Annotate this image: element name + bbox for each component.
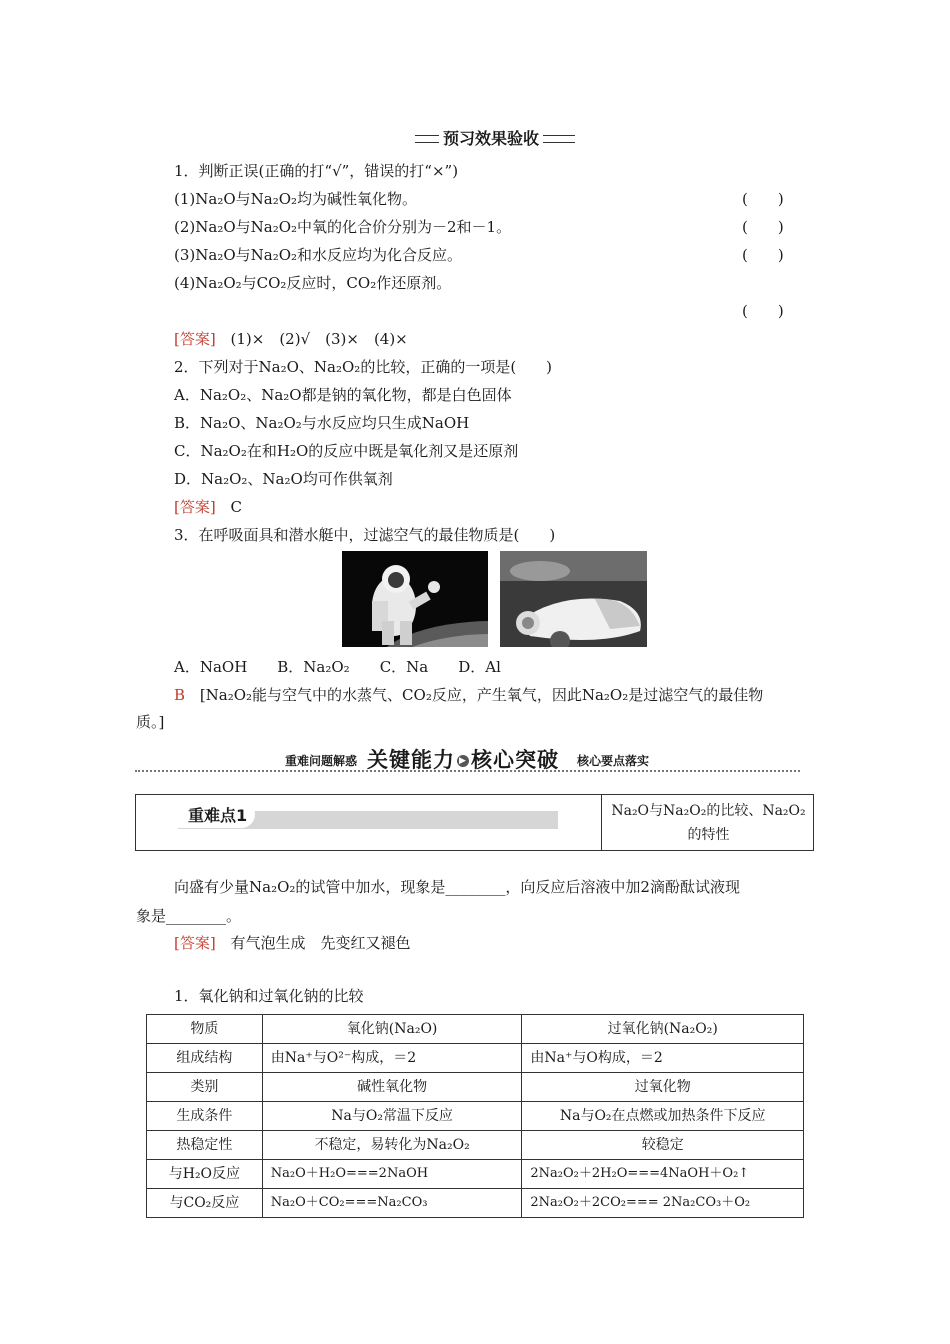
table-cell: 与CO₂反应	[147, 1189, 263, 1218]
q2-answer: C	[230, 498, 242, 516]
table-cell: 热稳定性	[147, 1131, 263, 1160]
table-row	[147, 1189, 804, 1218]
table-caption: 1．氧化钠和过氧化钠的比较	[174, 987, 364, 1005]
keypoint-label: 重难点1	[178, 801, 255, 828]
table-row	[147, 1073, 804, 1102]
table-cell: 组成结构	[147, 1044, 263, 1073]
arrow-icon: ▶	[457, 755, 469, 767]
section-title	[415, 126, 575, 148]
q1-paren-3: ( )	[742, 246, 784, 264]
table-cell: 由Na⁺与O构成，＝2	[522, 1044, 804, 1073]
q2-option-d: D．Na₂O₂、Na₂O均可作供氧剂	[174, 470, 393, 488]
table-header: 氧化钠(Na₂O)	[262, 1015, 522, 1044]
q1-item-4: (4)Na₂O₂与CO₂反应时，CO₂作还原剂。	[174, 274, 452, 292]
q3-options: A．NaOH B．Na₂O₂ C．Na D．Al	[174, 658, 501, 676]
table-cell: 过氧化物	[522, 1073, 804, 1102]
table-cell: 生成条件	[147, 1102, 263, 1131]
table-row	[147, 1102, 804, 1131]
section-banner	[135, 744, 800, 774]
astronaut-image	[342, 551, 488, 647]
q1-paren-2: ( )	[742, 218, 784, 236]
q2-stem: 2．下列对于Na₂O、Na₂O₂的比较，正确的一项是( )	[174, 358, 553, 376]
intro-answer-line	[174, 933, 411, 953]
table-cell: 由Na⁺与O²⁻构成，＝2	[262, 1044, 522, 1073]
q3-explanation-line	[174, 685, 763, 705]
banner-center-b: 核心突破	[471, 748, 559, 772]
q1-item-3: (3)Na₂O与Na₂O₂和水反应均为化合反应。	[174, 246, 463, 264]
q2-option-a: A．Na₂O₂、Na₂O都是钠的氧化物，都是白色固体	[174, 386, 512, 404]
submarine-image	[500, 551, 647, 647]
table-cell: 碱性氧化物	[262, 1073, 522, 1102]
intro-line-1: 向盛有少量Na₂O₂的试管中加水，现象是________，向反应后溶液中加2滴酚酞试液现	[174, 878, 740, 896]
table-cell: Na₂O＋CO₂===Na₂CO₃	[262, 1189, 522, 1218]
keypoint-box	[135, 794, 814, 851]
banner-center-a: 关键能力	[367, 748, 455, 772]
table-row	[147, 1044, 804, 1073]
intro-answer: 有气泡生成 先变红又褪色	[230, 934, 411, 952]
q1-item-2: (2)Na₂O与Na₂O₂中氧的化合价分别为－2和－1。	[174, 218, 512, 236]
table-cell: Na与O₂在点燃或加热条件下反应	[522, 1102, 804, 1131]
banner-right-text: 核心要点落实	[577, 754, 650, 768]
table-header: 物质	[147, 1015, 263, 1044]
table-cell: 2Na₂O₂＋2H₂O===4NaOH＋O₂↑	[522, 1160, 804, 1189]
q1-answer-line	[174, 329, 408, 349]
table-cell: 较稳定	[522, 1131, 804, 1160]
table-cell: 2Na₂O₂＋2CO₂=== 2Na₂CO₃＋O₂	[522, 1189, 804, 1218]
table-cell: Na与O₂常温下反应	[262, 1102, 522, 1131]
answer-tag: [答案]	[174, 330, 216, 348]
q3-explanation-2: 质。]	[136, 713, 165, 731]
q1-answer: (1)× (2)√ (3)× (4)×	[230, 330, 408, 348]
table-row	[147, 1160, 804, 1189]
comparison-table	[146, 1014, 804, 1218]
q1-item-1: (1)Na₂O与Na₂O₂均为碱性氧化物。	[174, 190, 418, 208]
intro-line-2: 象是________。	[136, 907, 242, 925]
table-cell: 不稳定，易转化为Na₂O₂	[262, 1131, 522, 1160]
q2-option-c: C．Na₂O₂在和H₂O的反应中既是氧化剂又是还原剂	[174, 442, 519, 460]
q1-paren-1: ( )	[742, 190, 784, 208]
q2-answer-line	[174, 497, 242, 517]
q1-stem: 1．判断正误(正确的打“√”，错误的打“×”)	[174, 162, 459, 180]
q1-paren-4: ( )	[742, 302, 784, 320]
table-cell: 与H₂O反应	[147, 1160, 263, 1189]
answer-tag: [答案]	[174, 934, 216, 952]
q3-answer-letter: B	[174, 686, 186, 704]
keypoint-title: Na₂O与Na₂O₂的比较、Na₂O₂的特性	[611, 803, 806, 843]
banner-left-text: 重难问题解惑	[285, 754, 358, 768]
section-title-text: 预习效果验收	[439, 126, 543, 149]
table-cell: Na₂O＋H₂O===2NaOH	[262, 1160, 522, 1189]
table-header-row	[147, 1015, 804, 1044]
q3-stem: 3．在呼吸面具和潜水艇中，过滤空气的最佳物质是( )	[174, 526, 556, 544]
q3-explanation-1: [Na₂O₂能与空气中的水蒸气、CO₂反应，产生氧气，因此Na₂O₂是过滤空气的最佳物	[199, 686, 764, 704]
table-header: 过氧化钠(Na₂O₂)	[522, 1015, 804, 1044]
table-row	[147, 1131, 804, 1160]
table-cell: 类别	[147, 1073, 263, 1102]
answer-tag: [答案]	[174, 498, 216, 516]
q2-option-b: B．Na₂O、Na₂O₂与水反应均只生成NaOH	[174, 414, 470, 432]
